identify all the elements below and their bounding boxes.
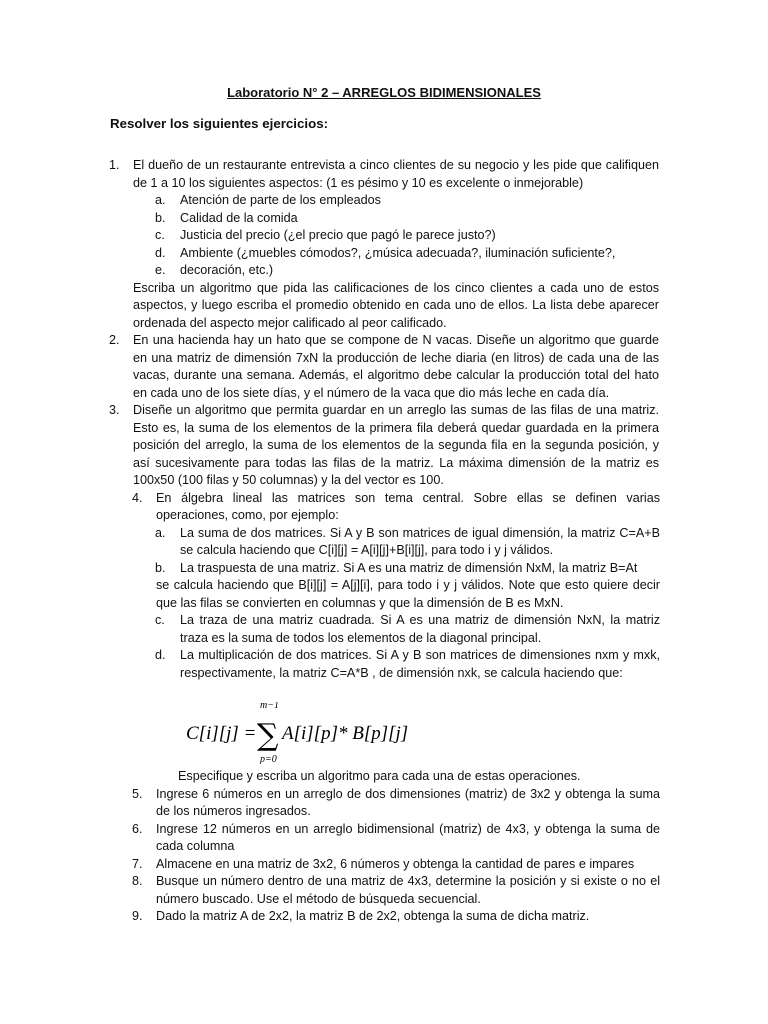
- exercise-9: [132, 908, 660, 926]
- exercise-text: Diseñe un algoritmo que permita guardar en un arreglo las sumas de las filas de una matriz. Esto es, la suma de los elementos de la primera fila deberá quedar guardada en la primera posición del arreglo, la suma de los elementos de la segunda fila en la segunda posición, y así sucesivamente para todas las filas de la matriz. La máxima dimensión de la matriz es 100x50 (100 filas y 50 columnas) y la del vector es 100.: [133, 403, 659, 487]
- aspect-text: Calidad de la comida: [180, 210, 298, 225]
- exercise-5: [132, 786, 660, 821]
- exercise-text: Dado la matriz A de 2x2, la matriz B de 2x2, obtenga la suma de dicha matriz.: [156, 909, 590, 923]
- formula-rhs: A[i][p]* B[p][j]: [282, 723, 409, 744]
- sum-lower-limit: p=0: [260, 754, 277, 764]
- exercise-list: [0, 157, 768, 926]
- exercise-text: Busque un número dentro de una matriz de 4x3, determine la posición y si existe o no el número buscado. Use el método de búsqueda secuencial.: [156, 874, 660, 906]
- exercise-2: [109, 332, 659, 402]
- operation-text: La traza de una matriz cuadrada. Si A es una matriz de dimensión NxN, la matriz traza es la suma de todos los elementos de la diagonal principal.: [180, 613, 660, 645]
- exercise-number: 1.: [109, 158, 120, 172]
- aspect-letter: c.: [155, 228, 165, 242]
- exercise-6: [132, 821, 660, 856]
- aspect-item: [155, 227, 660, 245]
- operation-letter: d.: [155, 648, 166, 662]
- operation-b-continuation: se calcula haciendo que B[i][j] = A[j][i], para todo i y j válidos. Note que esto quiere decir que las filas se convierten en columnas y que la dimensión de B es MxN.: [156, 578, 660, 610]
- formula-block: [0, 702, 768, 764]
- exercise-text: En álgebra lineal las matrices son tema central. Sobre ellas se definen varias operaciones, como, por ejemplo:: [156, 490, 660, 522]
- exercise-number: 7.: [132, 856, 143, 871]
- operation-item-d: [155, 647, 660, 682]
- operation-letter: b.: [155, 560, 166, 575]
- exercise-number: 5.: [132, 786, 143, 801]
- exercise-number: 9.: [132, 909, 143, 923]
- document-title: Laboratorio N° 2 – ARREGLOS BIDIMENSIONALES: [227, 85, 541, 100]
- operation-letter: c.: [155, 613, 165, 627]
- operation-item-c: [155, 612, 660, 647]
- aspect-text: Ambiente (¿muebles cómodos?, ¿música adecuada?, iluminación suficiente?,: [180, 245, 616, 260]
- formula-lhs: C[i][j] =: [186, 723, 257, 744]
- exercise-4: [132, 490, 660, 525]
- operation-text: La suma de dos matrices. Si A y B son matrices de igual dimensión, la matriz C=A+B se calcula haciendo que C[i][j] = A[i][j]+B[i][j], para todo i y j válidos.: [180, 525, 660, 557]
- exercise-text: Ingrese 6 números en un arreglo de dos dimensiones (matriz) de 3x2 y obtenga la suma de los números ingresados.: [156, 786, 660, 818]
- exercise-number: 6.: [132, 821, 143, 836]
- aspect-item: [155, 262, 660, 280]
- exercise-number: 8.: [132, 874, 143, 888]
- aspect-text: Atención de parte de los empleados: [180, 193, 381, 207]
- sigma-symbol: ∑: [257, 718, 279, 753]
- exercise-3: [109, 402, 659, 490]
- aspect-item: [155, 192, 660, 210]
- operation-text: La multiplicación de dos matrices. Si A y B son matrices de dimensiones nxm y mxk, respectivamente, la matriz C=A*B , de dimensión nxk, se calcula haciendo que:: [180, 648, 660, 680]
- instructions-heading: Resolver los siguientes ejercicios:: [110, 116, 329, 131]
- operation-letter: a.: [155, 525, 166, 540]
- aspect-letter: a.: [155, 193, 166, 207]
- exercise-4-instruction: Especifique y escriba un algoritmo para cada una de estas operaciones.: [178, 769, 581, 783]
- operation-item-a: [155, 525, 660, 560]
- sum-upper-limit: m−1: [260, 702, 279, 711]
- aspect-text: decoración, etc.): [180, 263, 274, 277]
- aspect-letter: b.: [155, 210, 166, 225]
- exercise-text: En una hacienda hay un hato que se compone de N vacas. Diseñe un algoritmo que guarde en una matriz de dimensión 7xN la producción de leche diaria (en litros) de cada una de las vacas, durante una semana. Además, el algoritmo debe calcular la producción total del hato en cada uno de los siete días, y el número de la vaca que dio más leche en cada día.: [133, 333, 659, 400]
- aspect-letter: e.: [155, 263, 166, 277]
- exercise-7: [132, 856, 660, 874]
- aspect-item: [155, 210, 660, 228]
- exercise-number: 2.: [109, 333, 120, 347]
- operation-item-b: [155, 560, 660, 578]
- matrix-multiplication-formula: [186, 702, 426, 764]
- exercise-1-closing: Escriba un algoritmo que pida las calificaciones de los cinco clientes a cada uno de estos aspectos, y luego escriba el promedio obtenido en cada uno de ellos. La lista debe aparecer ordenada del aspecto mejor calificado al peor calificado.: [133, 280, 659, 330]
- exercise-number: 4.: [132, 490, 143, 505]
- exercise-number: 3.: [109, 403, 120, 417]
- aspect-item: [155, 245, 660, 263]
- aspect-letter: d.: [155, 245, 166, 260]
- exercise-text: Ingrese 12 números en un arreglo bidimensional (matriz) de 4x3, y obtenga la suma de cada columna: [156, 821, 660, 853]
- exercise-text: El dueño de un restaurante entrevista a cinco clientes de su negocio y les pide que califiquen de 1 a 10 los siguientes aspectos: (1 es pésimo y 10 es excelente o inmejorable): [133, 158, 659, 190]
- exercise-8: [132, 873, 660, 908]
- exercise-1: [109, 157, 659, 192]
- operation-text: La traspuesta de una matriz. Si A es una matriz de dimensión NxM, la matriz B=At: [180, 560, 638, 575]
- aspect-text: Justicia del precio (¿el precio que pagó le parece justo?): [180, 228, 496, 242]
- exercise-text: Almacene en una matriz de 3x2, 6 números y obtenga la cantidad de pares e impares: [156, 856, 635, 871]
